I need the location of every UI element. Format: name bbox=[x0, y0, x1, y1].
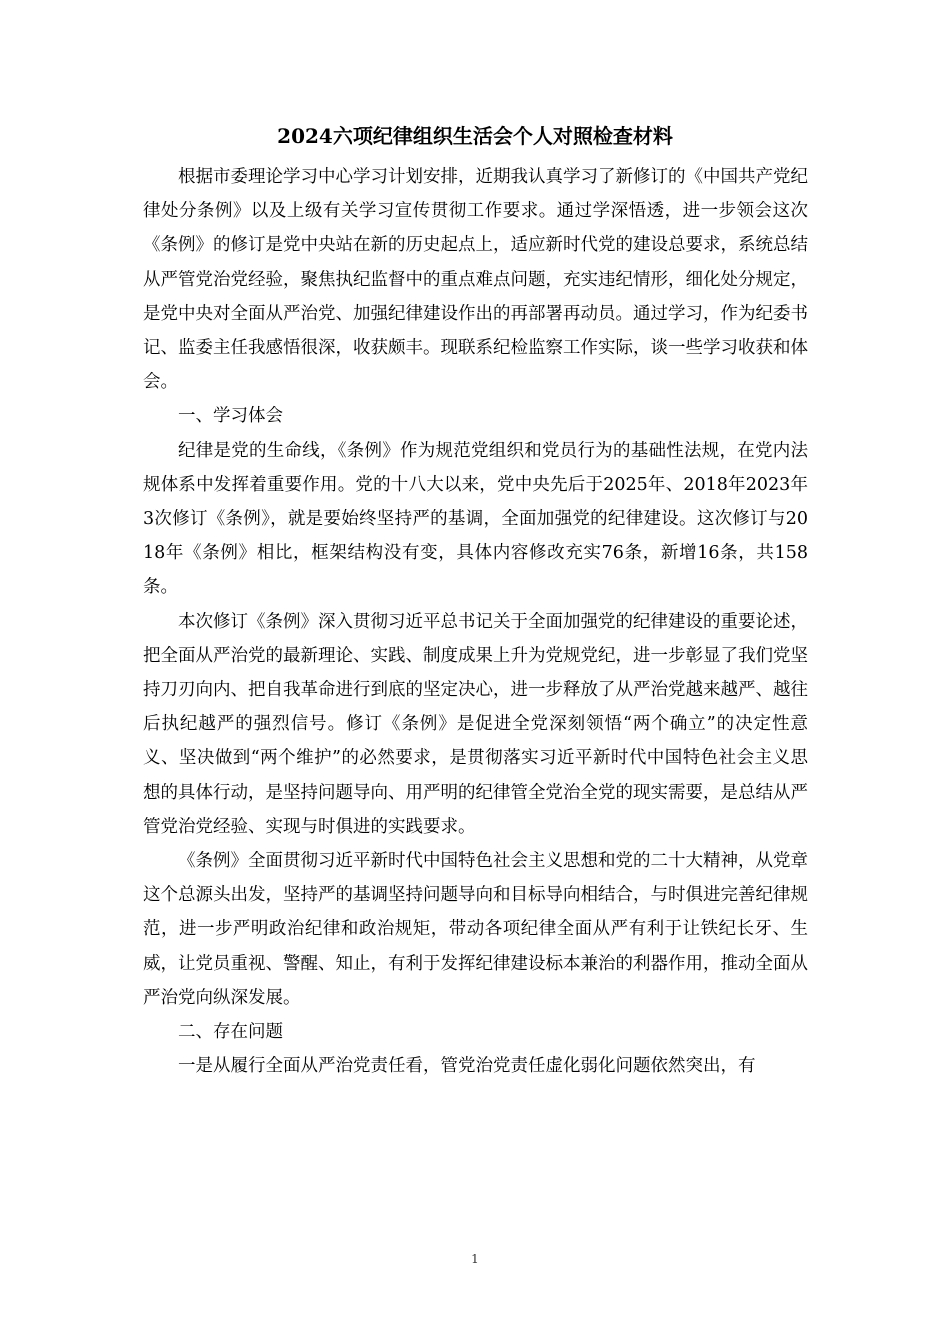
paragraph-revision: 本次修订《条例》深入贯彻习近平总书记关于全面加强党的纪律建设的重要论述，把全面从严治党的最新理论、实践、制度成果上升为党规党纪，进一步彰显了我们党坚持刀刃向内、把自我革命进行到底的坚定决心，进一步释放了从严治党越来越严、越往后执纪越严的强烈信号。修订《条例》是促进全党深刻领悟“两个确立”的决定性意义、坚决做到“两个维护”的必然要求，是贯彻落实习近平新时代中国特色社会主义思想的具体行动，是坚持问题导向、用严明的纪律管全党治全党的现实需要，是总结从严管党治党经验、实现与时俱进的实践要求。 bbox=[143, 611, 808, 837]
document-body bbox=[143, 160, 808, 1083]
section-heading-problems: 二、存在问题 bbox=[178, 1022, 283, 1043]
document-title: 2024六项纪律组织生活会个人对照检查材料 bbox=[277, 124, 673, 148]
page-number: 1 bbox=[471, 1252, 479, 1266]
paragraph-discipline: 纪律是党的生命线，《条例》作为规范党组织和党员行为的基础性法规，在党内法规体系中发挥着重要作用。党的十八大以来，党中央先后于2025年、2018年2023年3次修订《条例》，就是要始终坚持严的基调，全面加强党的纪律建设。这次修订与2018年《条例》相比，框架结构没有变，具体内容修改充实76条，新增16条，共158条。 bbox=[143, 440, 808, 598]
paragraph-intro: 根据市委理论学习中心学习计划安排，近期我认真学习了新修订的《中国共产党纪律处分条例》以及上级有关学习宣传贯彻工作要求。通过学深悟透，进一步领会这次《条例》的修订是党中央站在新的历史起点上，适应新时代党的建设总要求，系统总结从严管党治党经验，聚焦执纪监督中的重点难点问题，充实违纪情形，细化处分规定，是党中央对全面从严治党、加强纪律建设作出的再部署再动员。通过学习，作为纪委书记、监委主任我感悟很深，收获颇丰。现联系纪检监察工作实际，谈一些学习收获和体会。 bbox=[143, 167, 808, 393]
paragraph-problem-one: 一是从履行全面从严治党责任看，管党治党责任虚化弱化问题依然突出，有 bbox=[178, 1056, 756, 1077]
section-heading-study: 一、学习体会 bbox=[178, 406, 283, 427]
paragraph-regulations: 《条例》全面贯彻习近平新时代中国特色社会主义思想和党的二十大精神，从党章这个总源头出发，坚持严的基调坚持问题导向和目标导向相结合，与时俱进完善纪律规范，进一步严明政治纪律和政治规矩，带动各项纪律全面从严有利于让铁纪长牙、生威，让党员重视、警醒、知止，有利于发挥纪律建设标本兼治的利器作用，推动全面从严治党向纵深发展。 bbox=[143, 851, 808, 1008]
